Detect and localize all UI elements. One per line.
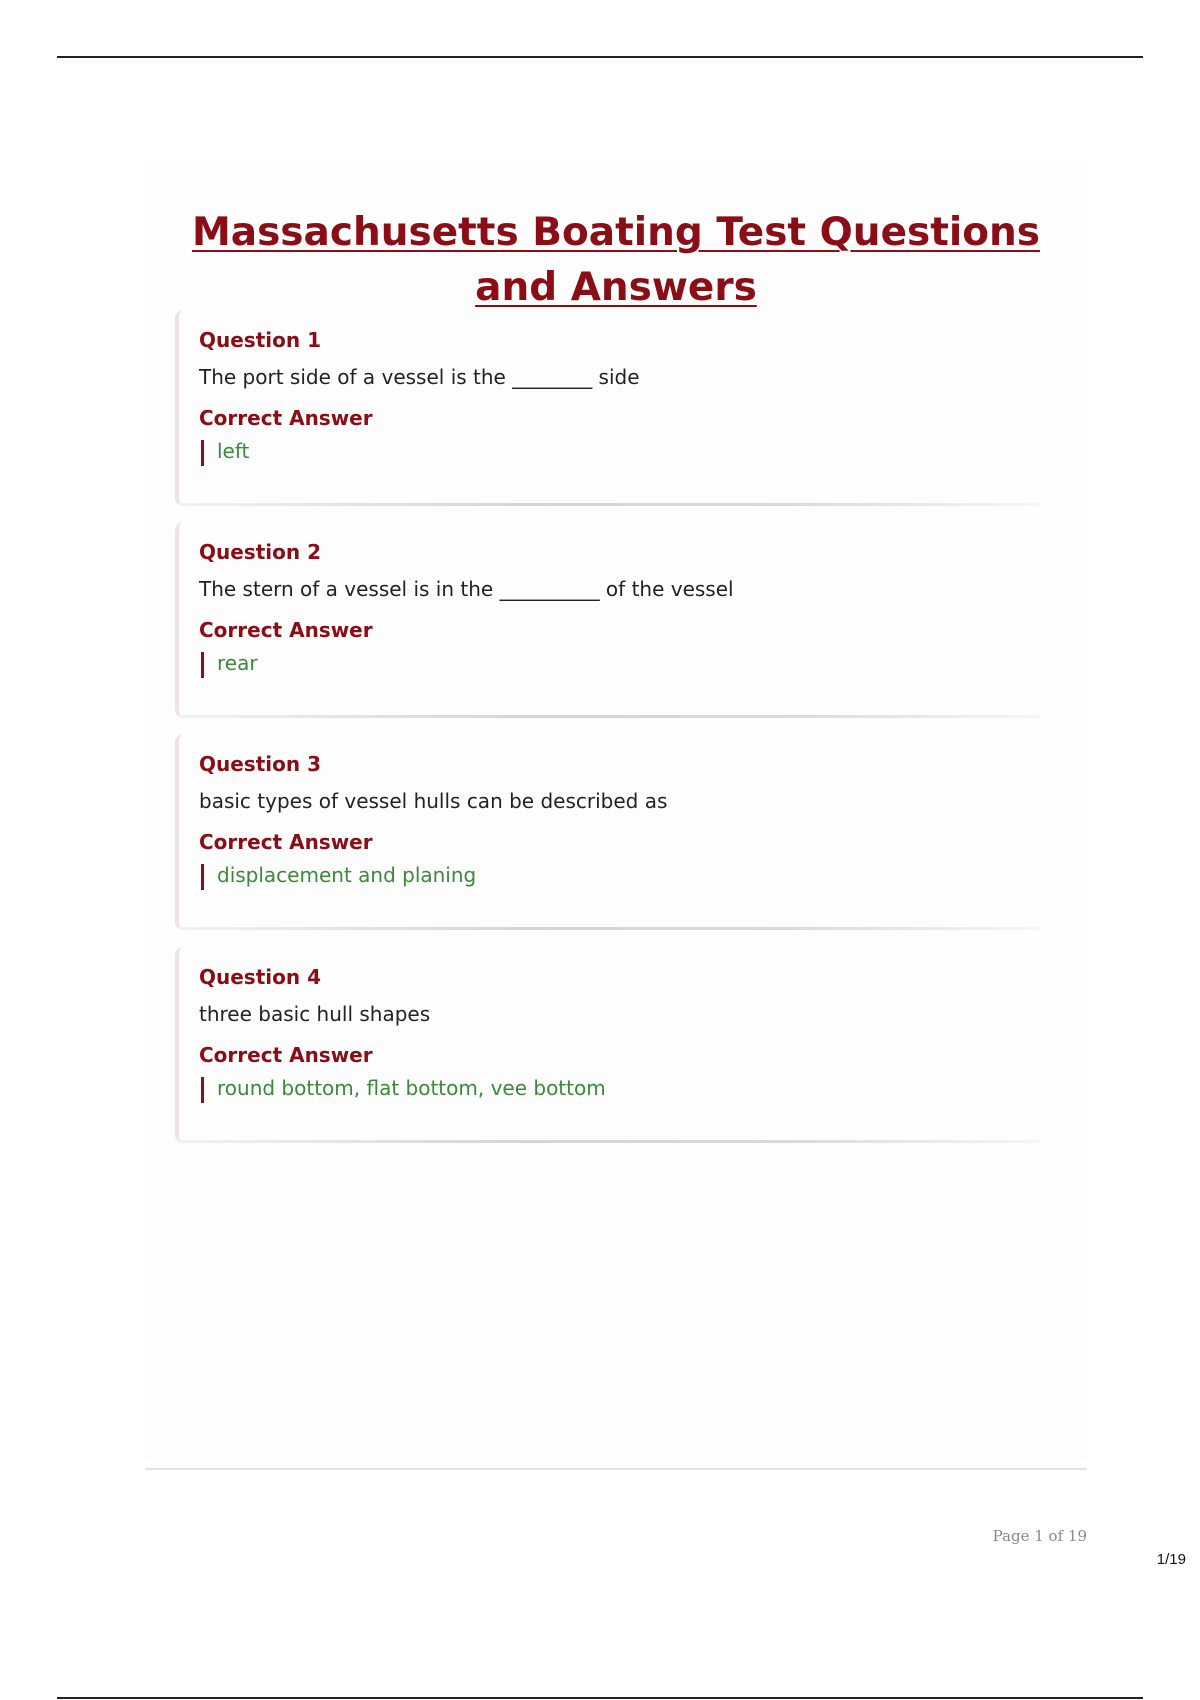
answer-marker [201, 864, 204, 890]
answer-marker [201, 440, 204, 466]
question-card [175, 310, 1040, 506]
question-card [175, 522, 1040, 718]
question-number: Question 3 [199, 752, 321, 776]
correct-answer-label: Correct Answer [199, 618, 373, 642]
correct-answer-label: Correct Answer [199, 406, 373, 430]
answer-text: displacement and planing [217, 863, 477, 887]
answer-text: rear [217, 651, 258, 675]
footer-divider [145, 1468, 1087, 1470]
question-number: Question 1 [199, 328, 321, 352]
question-text: The stern of a vessel is in the __________ of the vessel [199, 577, 734, 601]
footer-print-divider [57, 1697, 1143, 1699]
print-page-count: 1/19 [1156, 1551, 1186, 1568]
question-card [175, 947, 1040, 1143]
page-number-label: Page 1 of 19 [992, 1527, 1087, 1545]
answer-marker [201, 1077, 204, 1103]
question-number: Question 2 [199, 540, 321, 564]
document-title: Massachusetts Boating Test Questions and Answers [191, 210, 1041, 310]
document-page [145, 160, 1087, 1460]
answer-marker [201, 652, 204, 678]
answer-text: round bottom, flat bottom, vee bottom [217, 1076, 606, 1100]
question-text: three basic hull shapes [199, 1002, 431, 1026]
answer-text: left [217, 439, 250, 463]
question-text: basic types of vessel hulls can be described as [199, 789, 668, 813]
correct-answer-label: Correct Answer [199, 830, 373, 854]
correct-answer-label: Correct Answer [199, 1043, 373, 1067]
question-text: The port side of a vessel is the ________ side [199, 365, 640, 389]
header-divider [57, 56, 1143, 58]
question-card [175, 734, 1040, 930]
question-number: Question 4 [199, 965, 321, 989]
